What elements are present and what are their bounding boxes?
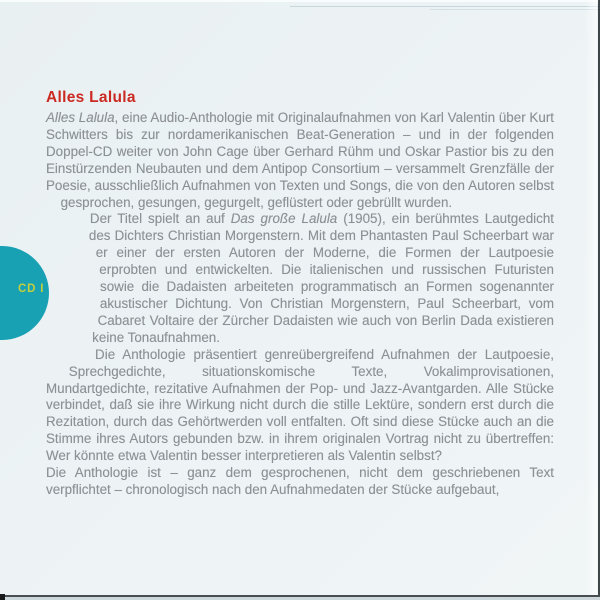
page-title: Alles Lalula [46,89,136,107]
paragraph-title-origin: Der Titel spielt an auf Das große Lalula (1905), ein berühmtes Lautgedicht des Dichters Christian Morgenstern. Mit dem Phantasten Paul Scheerbart war er einer der ersten Autoren der Moderne, die Formen der Lautpoesie erprobten und entwickelten. Die italienischen und russischen Futuristen sowie die Dadaisten arbeiteten programmatisch an Formen sogenannter akustischer Dichtung. Von Christian Morgenstern, Paul Scheerbart, vom Cabaret Voltaire der Zürcher Dadaisten wie auch von Berlin Dada existieren keine Tonaufnahmen. [88,211,554,345]
paragraph-anthology-content: Die Anthologie präsentiert genreübergreifend Aufnahmen der Lautpoesie, Sprechgedichte, situationskomische Texte, Vokalimprovisationen, Mundartgedichte, rezitative Aufnahmen der Pop- und Jazz-Avantgarden. Alle Stücke verbindet, daß sie ihre Wirkung nicht durch die stille Lektüre, sondern erst durch die Rezitation, durch das Gehörtwerden voll entfalten. Oft sind diese Stücke auch an die Stimme ihres Autors gebunden bzw. in ihrem originalen Vortrag nicht zu übertreffen: Wer könnte etwa Valentin besser interpretieren als Valentin selbst? [46,346,554,464]
scan-edge-bottom [0,595,600,597]
paragraph-chronology: Die Anthologie ist – ganz dem gesprochenen, nicht dem geschriebenen Text verpflichtet – chronologisch nach den Aufnahmedaten der Stücke aufgebaut, [46,465,554,497]
liner-notes-text [46,110,554,499]
paragraph-intro: Alles Lalula, eine Audio-Anthologie mit Originalaufnahmen von Karl Valentin über Kurt Schwitters bis zur nordamerikanischen Beat-Generation – und in der folgenden Doppel-CD weiter von John Cage über Gerhard Rühm und Oskar Pastior bis zu den Einstürzenden Neubauten und dem Antipop Consortium – versammelt Grenzfälle der Poesie, ausschließlich Aufnahmen von Texten und Songs, die von den Autoren selbst gesprochen, gesungen, gegurgelt, geflüstert oder gebrüllt wurden. [46,110,554,210]
scan-corner-notch [0,594,5,600]
cd-disc-circle [0,246,49,340]
scan-streak [430,9,598,10]
scan-page-curl-highlight [585,0,597,600]
scan-streak [290,6,598,7]
cd-number-label: CD I [18,283,45,295]
scan-edge-top [0,0,600,2]
